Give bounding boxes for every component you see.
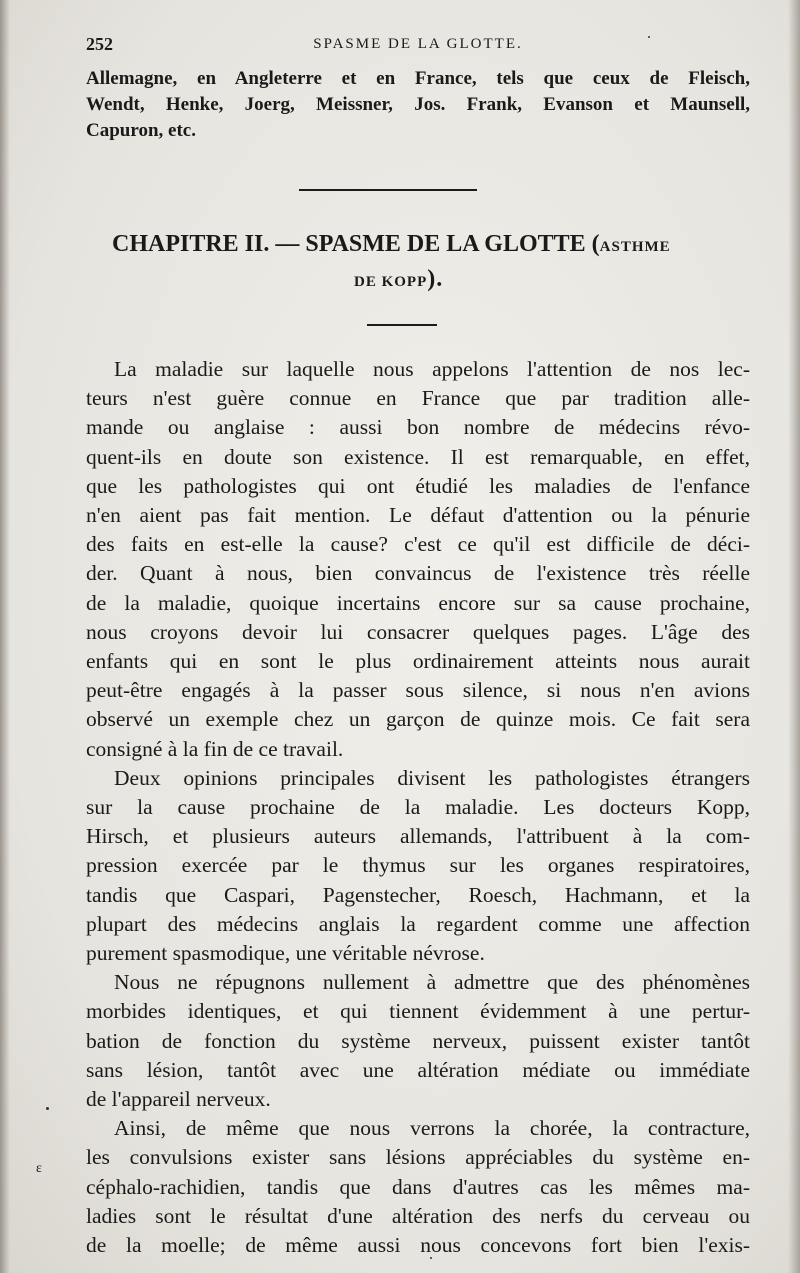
chapter-body	[86, 355, 750, 1260]
ink-speck	[46, 1107, 49, 1110]
section-divider-rule	[299, 189, 477, 191]
paragraph-2	[86, 764, 750, 968]
text-line: bation de fonction du système nerveux, puissent exister tantôt	[86, 1028, 750, 1053]
chapter-heading	[112, 228, 752, 263]
paragraph-3	[86, 968, 750, 1114]
text-line: mande ou anglaise : aussi bon nombre de médecins révo-	[86, 415, 750, 440]
text-line: consigné à la fin de ce travail.	[86, 736, 344, 761]
intro-paragraph	[86, 66, 750, 144]
text-line: purement spasmodique, une véritable névrose.	[86, 941, 485, 966]
page-header	[86, 34, 750, 58]
text-line: Hirsch, et plusieurs auteurs allemands, l'attribuent à la com-	[86, 824, 750, 849]
text-line: enfants qui en sont le plus ordinairement atteints nous aurait	[86, 649, 750, 674]
running-title: SPASME DE LA GLOTTE.	[313, 36, 523, 52]
text-line: n'en aient pas fait mention. Le défaut d'attention ou la pénurie	[86, 503, 750, 528]
chapter-title-small-caps-2: DE KOPP	[354, 274, 428, 290]
text-line: plupart des médecins anglais la regardent comme une affection	[86, 911, 750, 936]
text-line: que les pathologistes qui ont étudié les maladies de l'enfance	[86, 473, 750, 498]
text-line: Allemagne, en Angleterre et en France, tels que ceux de Fleisch,	[86, 68, 750, 89]
paragraph-4	[86, 1114, 750, 1260]
text-line: der. Quant à nous, bien convaincus de l'existence très réelle	[86, 561, 750, 586]
chapter-title-small-caps: ASTHME	[599, 239, 671, 255]
chapter-title-close: ).	[427, 266, 444, 292]
text-line: céphalo-rachidien, tandis que dans d'autres cas les mêmes ma-	[86, 1174, 750, 1199]
page-right-edge-shadow	[788, 0, 800, 1273]
page-number: 252	[86, 34, 113, 54]
chapter-divider-rule	[367, 324, 437, 326]
text-line: teurs n'est guère connue en France que par tradition alle-	[86, 386, 750, 411]
text-line: observé un exemple chez un garçon de quinze mois. Ce fait sera	[86, 707, 750, 732]
text-line: Deux opinions principales divisent les pathologistes étrangers	[114, 765, 750, 790]
text-line: des faits en est-elle la cause? c'est ce qu'il est difficile de déci-	[86, 532, 750, 557]
ink-speck	[648, 36, 650, 38]
text-line: morbides identiques, et qui tiennent évidemment à une pertur-	[86, 999, 750, 1024]
text-line: les convulsions exister sans lésions appréciables du système en-	[86, 1145, 750, 1170]
text-line: Capuron, etc.	[86, 120, 196, 141]
text-line: de l'appareil nerveux.	[86, 1087, 271, 1112]
text-line: ladies sont le résultat d'une altération des nerfs du cerveau ou	[86, 1203, 750, 1228]
text-line: La maladie sur laquelle nous appelons l'attention de nos lec-	[114, 357, 750, 381]
page-left-edge-shadow	[0, 0, 10, 1273]
text-line: quent-ils en doute son existence. Il est remarquable, en effet,	[86, 444, 750, 469]
text-line: de la moelle; de même aussi nous concevons fort bien l'exis-	[86, 1233, 750, 1258]
chapter-heading-line-2	[354, 264, 443, 297]
text-line: Nous ne répugnons nullement à admettre que des phénomènes	[114, 970, 750, 995]
text-line: sans lésion, tantôt avec une altération médiate ou immédiate	[86, 1057, 750, 1082]
text-line: Wendt, Henke, Joerg, Meissner, Jos. Frank, Evanson et Maunsell,	[86, 94, 750, 115]
ink-speck	[430, 1257, 432, 1259]
paragraph-1	[86, 355, 750, 764]
text-line: peut-être engagés à la passer sous silence, si nous n'en avions	[86, 678, 750, 703]
text-line: nous croyons devoir lui consacrer quelques pages. L'âge des	[86, 619, 750, 644]
text-line: tandis que Caspari, Pagenstecher, Roesch, Hachmann, et la	[86, 882, 750, 907]
margin-mark: ɛ	[36, 1161, 42, 1176]
chapter-title-main: CHAPITRE II. — SPASME DE LA GLOTTE (	[112, 231, 600, 257]
text-line: de la maladie, quoique incertains encore sur sa cause prochaine,	[86, 590, 750, 615]
text-line: pression exercée par le thymus sur les organes respiratoires,	[86, 853, 750, 878]
text-line: sur la cause prochaine de la maladie. Les docteurs Kopp,	[86, 795, 750, 820]
text-line: Ainsi, de même que nous verrons la chorée, la contracture,	[114, 1116, 750, 1141]
